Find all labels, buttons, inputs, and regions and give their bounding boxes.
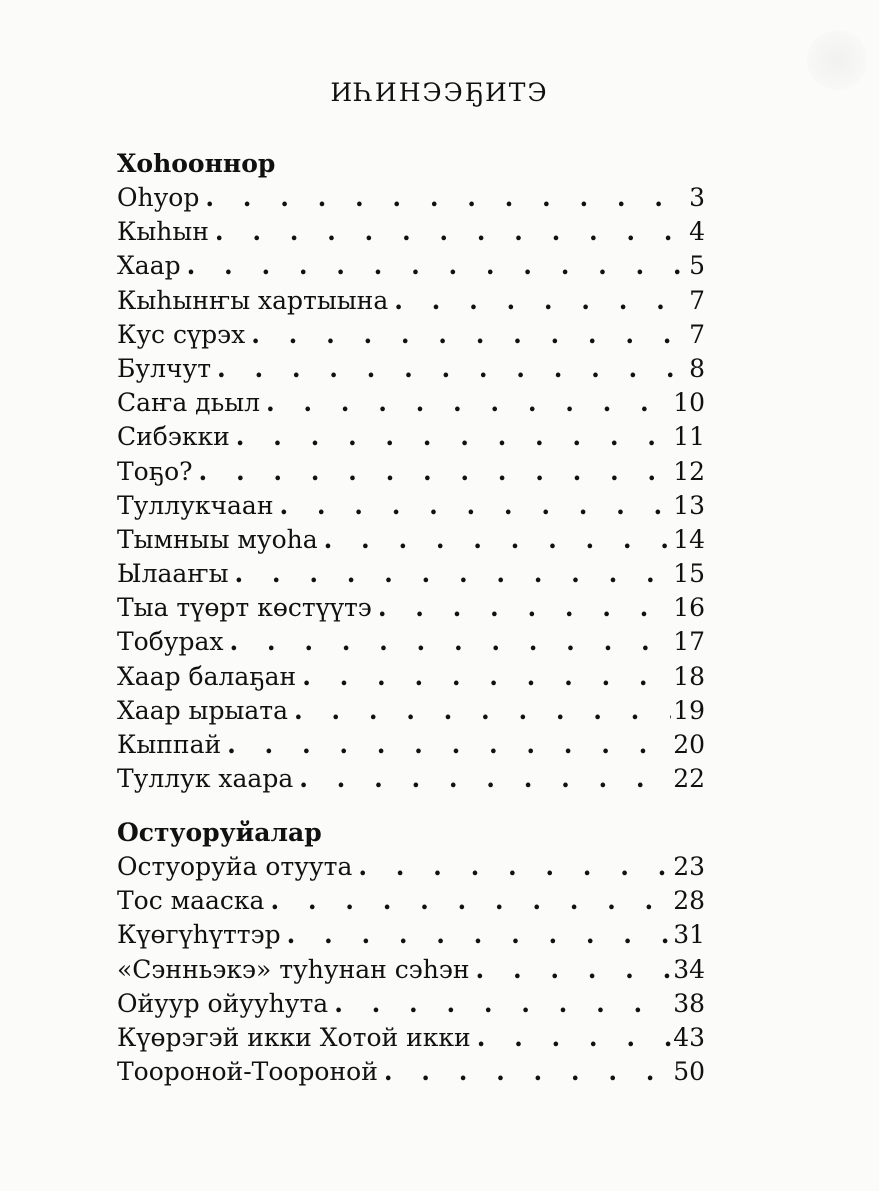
dot-leader [235, 557, 672, 591]
toc-entry-page: 31 [673, 920, 705, 950]
toc-entry-page: 14 [673, 524, 705, 554]
toc-entry-title: Кыhын [117, 217, 209, 247]
toc-entry [117, 386, 705, 420]
dot-leader [227, 728, 671, 762]
dot-leader [334, 987, 671, 1021]
toc-entry-page: 7 [689, 319, 705, 349]
section-heading: Остуоруйалар [117, 818, 322, 847]
dot-leader [294, 694, 671, 728]
toc-entry [117, 455, 705, 489]
dot-leader [287, 918, 672, 952]
toc-entry-page: 11 [673, 422, 705, 452]
toc-entry-title: Оhуор [117, 183, 200, 212]
toc-entry-title: Кус сүрэх [117, 319, 246, 349]
toc-entry [117, 918, 705, 952]
toc-entry [117, 181, 705, 215]
toc-entry-page: 3 [689, 183, 705, 212]
toc-entry-title: Ылааҥы [117, 559, 229, 589]
toc-list [117, 850, 705, 1089]
toc-entry [117, 625, 705, 659]
toc-entry-page: 15 [673, 559, 705, 589]
toc-entry-page: 20 [673, 730, 705, 759]
toc-entry-title: Сибэкки [117, 422, 230, 452]
toc-entry-title: Хаар балаҕан [117, 661, 297, 691]
dot-leader [477, 1021, 672, 1055]
toc-entry [117, 953, 705, 987]
dot-leader [215, 215, 687, 249]
toc-entry [117, 987, 705, 1021]
toc-entry-title: Хаар ырыата [117, 695, 288, 725]
dot-leader [199, 455, 672, 489]
dot-leader [266, 386, 671, 420]
toc-entry-page: 4 [689, 217, 705, 247]
toc-entry-title: Тос мааска [117, 886, 265, 916]
dot-leader [476, 953, 672, 987]
dot-leader [384, 1055, 671, 1089]
dot-leader [324, 523, 672, 557]
dot-leader [358, 850, 671, 884]
toc-entry [117, 591, 705, 625]
toc-entry-page: 13 [673, 490, 705, 520]
toc-entry-page: 17 [673, 627, 705, 657]
toc-entry-page: 7 [689, 285, 705, 315]
toc-entry-page: 8 [689, 353, 705, 383]
toc-entry-title: Туллукчаан [117, 490, 274, 520]
toc-entry [117, 694, 705, 728]
dot-leader [236, 420, 671, 454]
dot-leader [187, 249, 687, 283]
toc-entry-page: 22 [673, 764, 705, 794]
toc-entry [117, 249, 705, 283]
toc-section-poems [117, 147, 705, 796]
toc-list [117, 181, 705, 796]
toc-entry-title: Күөрэгэй икки Хотой икки [117, 1022, 471, 1052]
toc-entry-page: 34 [673, 954, 705, 984]
toc-entry [117, 728, 705, 762]
toc-entry-title: Тоҕо? [117, 456, 193, 486]
dot-leader [378, 591, 671, 625]
toc-entry [117, 215, 705, 249]
dot-leader [279, 489, 671, 523]
toc-entry [117, 660, 705, 694]
toc-entry [117, 762, 705, 796]
toc-entry [117, 1021, 705, 1055]
toc-entry [117, 884, 705, 918]
dot-leader [270, 884, 671, 918]
toc-entry-title: «Сэнньэкэ» туhунан сэhэн [117, 954, 470, 984]
toc-entry-title: Тыа түөрт көстүүтэ [117, 593, 372, 623]
toc-entry [117, 1055, 705, 1089]
toc-entry [117, 284, 705, 318]
toc-entry-title: Кыhынҥы хартыына [117, 285, 389, 315]
dot-leader [299, 762, 671, 796]
toc-entry [117, 489, 705, 523]
toc-entry [117, 523, 705, 557]
toc-section-tales [117, 816, 705, 1089]
toc-entry-title: Ойуур ойууhута [117, 988, 329, 1018]
page-title: ИҺИНЭЭҔИТЭ [330, 78, 549, 107]
toc-entry-title: Тооронoй-Тооронoй [117, 1057, 378, 1087]
toc-entry [117, 352, 705, 386]
toc-entry-page: 38 [673, 988, 705, 1018]
section-heading: Хоhооннор [117, 149, 276, 178]
toc-entry-page: 16 [673, 593, 705, 623]
toc-entry-page: 28 [673, 886, 705, 916]
toc-entry-page: 10 [673, 388, 705, 418]
toc-entry-title: Күөгүhүттэр [117, 920, 281, 950]
toc-entry-page: 18 [673, 661, 705, 691]
dot-leader [217, 352, 687, 386]
toc-entry-title: Саҥа дьыл [117, 388, 260, 418]
toc-entry-page: 23 [673, 852, 705, 881]
toc-entry-title: Кыппай [117, 730, 222, 759]
toc-entry [117, 420, 705, 454]
toc-entry [117, 318, 705, 352]
toc-entry-page: 43 [673, 1022, 705, 1052]
dot-leader [394, 284, 687, 318]
dot-leader [230, 625, 672, 659]
toc-entry-page: 12 [673, 456, 705, 486]
toc-entry-title: Булчут [117, 353, 212, 383]
dot-leader [205, 181, 687, 215]
dot-leader [302, 660, 671, 694]
toc-entry-title: Хаар [117, 251, 181, 281]
dot-leader [251, 318, 687, 352]
toc-entry-page: 19 [673, 695, 705, 725]
toc-entry-title: Остуоруйа отуута [117, 852, 353, 881]
toc-entry-page: 5 [689, 251, 705, 281]
toc-entry [117, 850, 705, 884]
toc-entry-title: Туллук хаара [117, 764, 294, 794]
toc-entry-title: Тобурах [117, 627, 224, 657]
toc-entry-title: Тымныы муоhа [117, 524, 318, 554]
toc-entry-page: 50 [673, 1057, 705, 1087]
toc-entry [117, 557, 705, 591]
